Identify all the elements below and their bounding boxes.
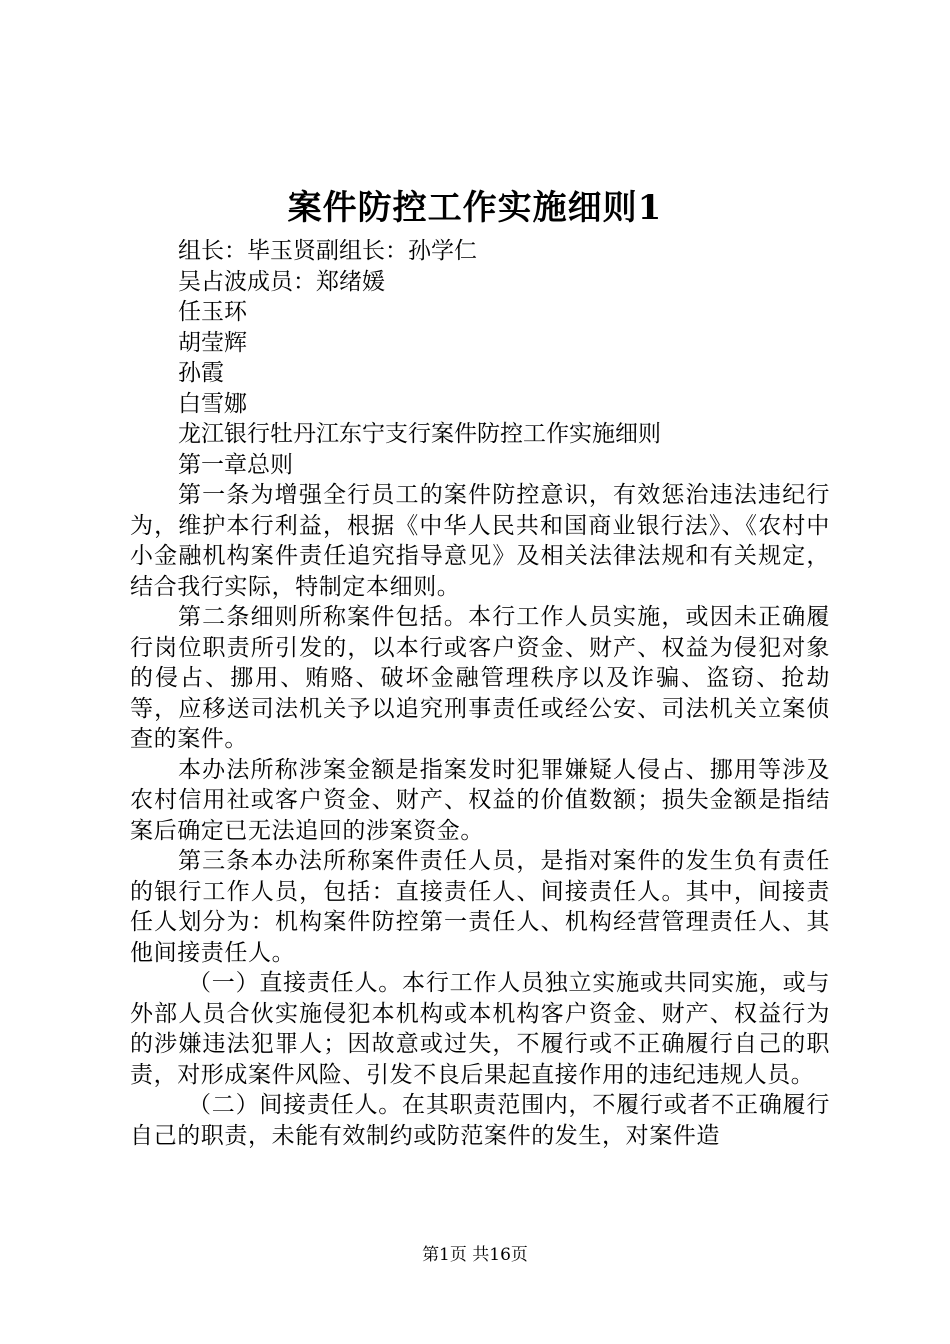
text-line: 胡莹辉 (178, 329, 247, 356)
paragraph-article-2: 第二条细则所称案件包括。本行工作人员实施，或因未正确履行岗位职责所引发的，以本行或客户资金、财产、权益为侵犯对象的侵占、挪用、贿赂、破坏金融管理秩序以及诈骗、盗窃、抢劫等，应移送司法机关予以追究刑事责任或经公安、司法机关立案侦查的案件。 (130, 604, 830, 752)
paragraph-direct-responsibility: （一）直接责任人。本行工作人员独立实施或共同实施，或与外部人员合伙实施侵犯本机构或本机构客户资金、财产、权益行为的涉嫌违法犯罪人；因故意或过失，不履行或不正确履行自己的职责，对形成案件风险、引发不良后果起直接作用的违纪违规人员。 (130, 970, 830, 1088)
chapter-heading: 第一章总则 (178, 451, 293, 478)
text-line: 孙霞 (178, 360, 224, 386)
text-line: 组长：毕玉贤副组长：孙学仁 (178, 238, 477, 264)
paragraph-indirect-responsibility: （二）间接责任人。在其职责范围内，不履行或者不正确履行自己的职责，未能有效制约或防范案件的发生，对案件造 (130, 1092, 830, 1149)
paragraph-amount-definition: 本办法所称涉案金额是指案发时犯罪嫌疑人侵占、挪用等涉及农村信用社或客户资金、财产、权益的价值数额；损失金额是指结案后确定已无法追回的涉案资金。 (130, 756, 830, 844)
text-line: 任玉环 (178, 299, 247, 325)
document-title: 案件防控工作实施细则1 (287, 188, 663, 228)
paragraph-article-3: 第三条本办法所称案件责任人员，是指对案件的发生负有责任的银行工作人员，包括：直接责任人、间接责任人。其中，间接责任人划分为：机构案件防控第一责任人、机构经营管理责任人、其他间接责任人。 (130, 848, 830, 966)
text-line: 白雪娜 (178, 390, 247, 417)
page-number: 第1页 共16页 (422, 1245, 528, 1265)
text-line: 吴占波成员：郑绪媛 (178, 268, 385, 295)
document-body (130, 236, 830, 1151)
paragraph-article-1: 第一条为增强全行员工的案件防控意识，有效惩治违法违纪行为，维护本行利益，根据《中华人民共和国商业银行法》、《农村中小金融机构案件责任追究指导意见》及相关法律法规和有关规定，结合我行实际，特制定本细则。 (130, 482, 830, 600)
text-line: 龙江银行牡丹江东宁支行案件防控工作实施细则 (178, 421, 661, 447)
